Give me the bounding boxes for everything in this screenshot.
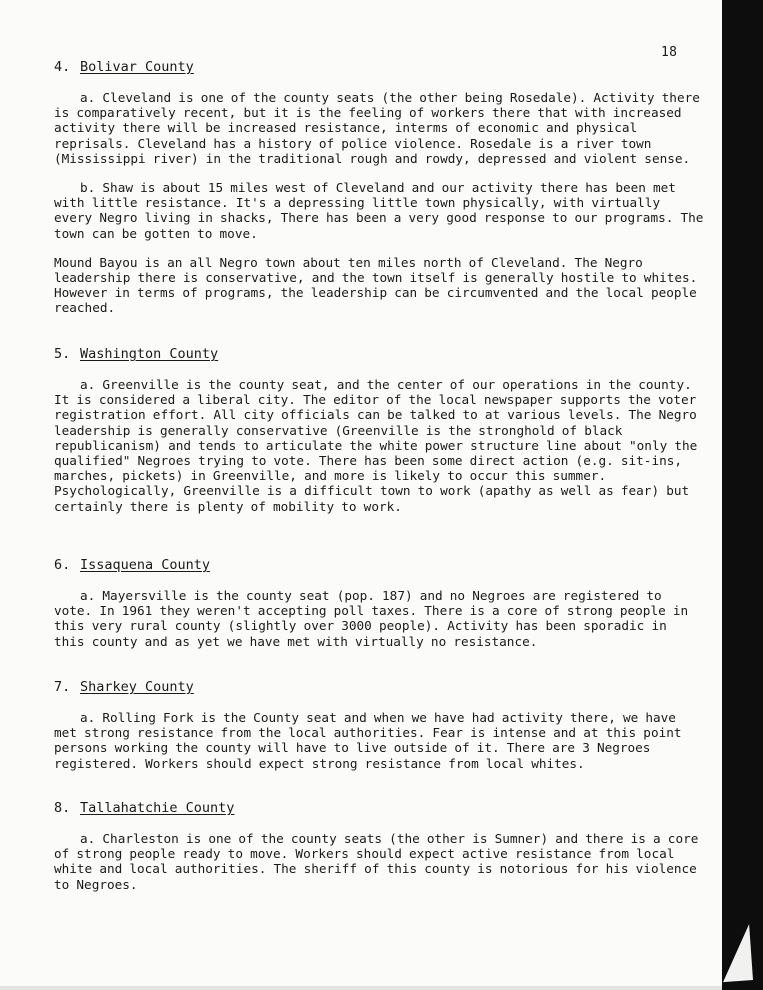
- paragraph: a. Greenville is the county seat, and the center of our operations in the county. It is considered a liberal city. The editor of the local newspaper supports the voter registration effort. All city officials can be talked to at various levels. The Negro leadership is generally conservative (Greenville is the stronghold of black republicanism) and tends to articulate the white power structure line about "only the qualified" Negroes trying to vote. There has been some direct action (e.g. sit-ins, marches, pickets) in Greenville, and more is likely to occur this summer. Psychologically, Greenville is a difficult town to work (apathy as well as fear) but certainly there is plenty of mobility to work.: [54, 377, 698, 514]
- section-issaquena-county: [54, 558, 704, 663]
- section-heading: [54, 680, 704, 695]
- section-washington-county: [54, 347, 704, 528]
- paragraph: a. Charleston is one of the county seats (the other is Sumner) and there is a core of strong people ready to move. Workers should expect active resistance from local white and local authorities. The sheriff of this county is notorious for his violence to Negroes.: [54, 831, 699, 892]
- section-heading: [54, 801, 704, 816]
- section-number: 8.: [54, 800, 71, 816]
- curled-page-corner: [719, 924, 753, 982]
- paragraph: Mound Bayou is an all Negro town about ten miles north of Cleveland. The Negro leadership there is conservative, and the town itself is generally hostile to whites. However in terms of programs, the leadership can be circumvented and the local people reached.: [54, 254, 698, 316]
- section-number: 4.: [54, 59, 71, 75]
- county-name: Issaquena County: [80, 557, 211, 573]
- paragraph: a. Mayersville is the county seat (pop. 187) and no Negroes are registered to vote. In 1961 they weren't accepting poll taxes. There is a core of strong people in this very rural county (slightly over 3000 people). Activity has been sporadic in this county and as yet we have met with virtually no resistance.: [54, 588, 689, 649]
- section-heading: [54, 558, 704, 573]
- section-number: 5.: [54, 346, 71, 362]
- paragraph: a. Rolling Fork is the County seat and when we have had activity there, we have met strong resistance from the local authorities. Fear is intense and at this point persons working the county will have to live outside of it. There are 3 Negroes registered. Workers should expect strong resistance from local whites.: [54, 710, 682, 771]
- scan-bottom-edge: [0, 986, 722, 990]
- section-bolivar-county: [54, 60, 704, 330]
- paragraph: b. Shaw is about 15 miles west of Cleveland and our activity there has been met with little resistance. It's a depressing little town physically, with virtually every Negro living in shacks, There has been a very good response to our programs. The town can be gotten to move.: [54, 180, 704, 241]
- section-number: 7.: [54, 679, 71, 695]
- county-name: Tallahatchie County: [80, 800, 235, 816]
- section-heading: [54, 60, 704, 75]
- section-tallahatchie-county: [54, 801, 704, 906]
- section-sharkey-county: [54, 680, 704, 785]
- paragraph: a. Cleveland is one of the county seats (the other being Rosedale). Activity there is comparatively recent, but it is the feeling of workers there that with increased activity there will be increased resistance, interms of economic and physical reprisals. Cleveland has a history of police violence. Rosedale is a river town (Mississippi river) in the traditional rough and rowdy, depressed and violent sense.: [54, 90, 700, 166]
- county-name: Sharkey County: [80, 679, 194, 695]
- section-heading: [54, 347, 704, 362]
- county-name: Washington County: [80, 346, 219, 362]
- scan-edge-shadow: [722, 0, 763, 990]
- page-number: 18: [661, 45, 678, 60]
- section-number: 6.: [54, 557, 71, 573]
- county-name: Bolivar County: [80, 59, 194, 75]
